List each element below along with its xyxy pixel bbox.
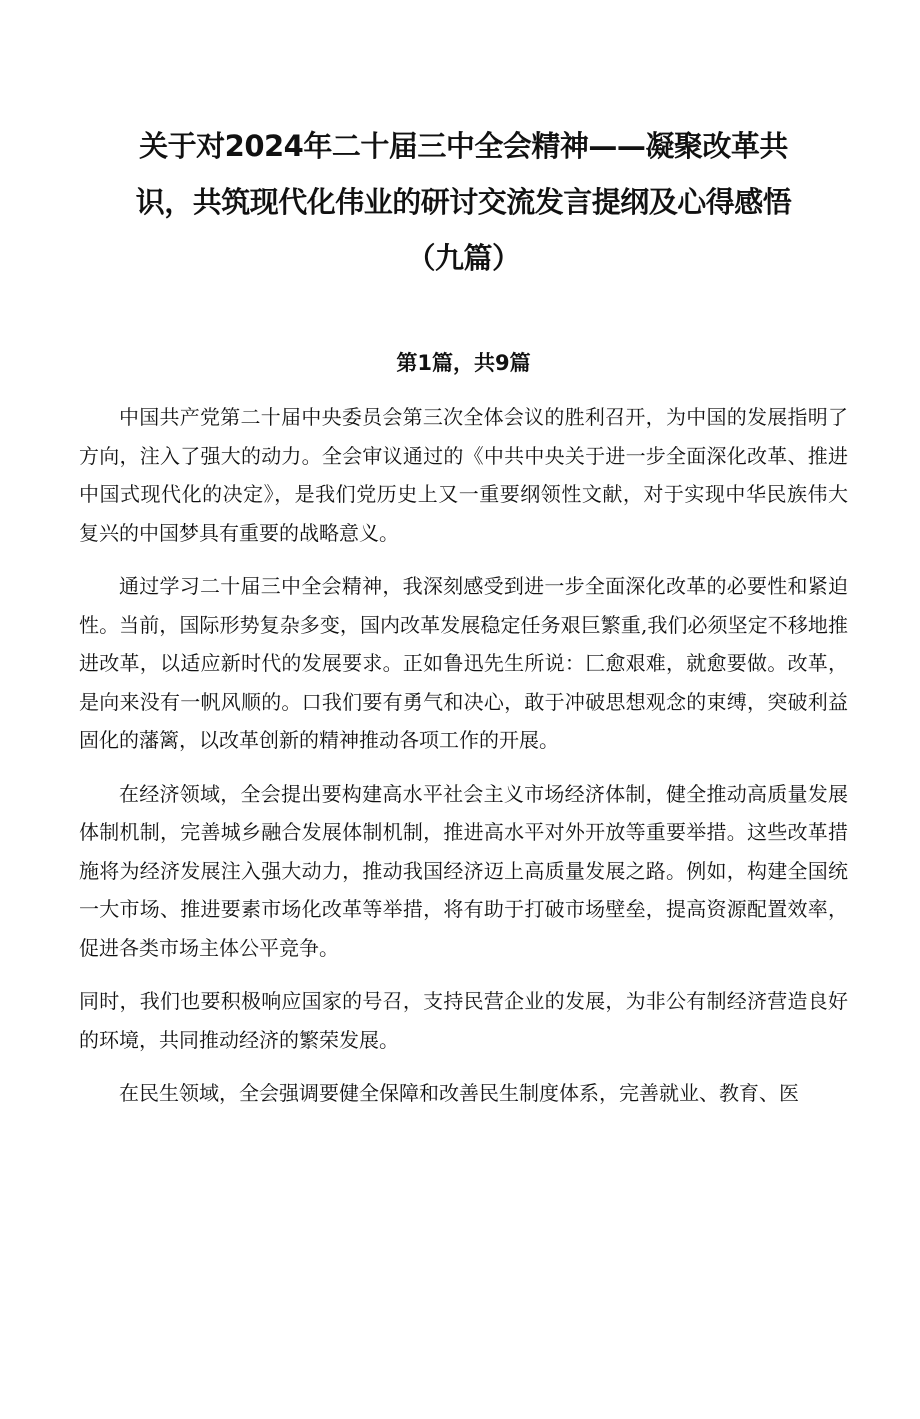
title-line-3: （九篇） [406, 241, 521, 275]
paragraph-3: 在经济领域，全会提出要构建高水平社会主义市场经济体制，健全推动高质量发展体制机制，完善城乡融合发展体制机制，推进高水平对外开放等重要举措。这些改革措施将为经济发展注入强大动力，推动我国经济迈上高质量发展之路。例如，构建全国统一大市场、推进要素市场化改革等举措，将有助于打破市场壁垒，提高资源配置效率，促进各类市场主体公平竞争。 [79, 781, 848, 960]
document-page [0, 118, 920, 1419]
paragraph-2: 通过学习二十届三中全会精神，我深刻感受到进一步全面深化改革的必要性和紧迫性。当前，国际形势复杂多变，国内改革发展稳定任务艰巨繁重,我们必须坚定不移地推进改革，以适应新时代的发展要求。正如鲁迅先生所说：匚愈艰难，就愈要做。改革，是向来没有一帆风顺的。口我们要有勇气和决心，敢于冲破思想观念的束缚，突破利益固化的藩篱，以改革创新的精神推动各项工作的开展。 [79, 574, 848, 752]
title-line-2: 识，共筑现代化伟业的研讨交流发言提纲及心得感悟 [135, 185, 792, 219]
section-heading: 第1篇，共9篇 [396, 351, 531, 375]
paragraph-1: 中国共产党第二十届中央委员会第三次全体会议的胜利召开，为中国的发展指明了方向，注入了强大的动力。全会审议通过的《中共中央关于进一步全面深化改革、推进中国式现代化的决定》，是我们党历史上又一重要纲领性文献，对于实现中华民族伟大复兴的中国梦具有重要的战略意义。 [79, 405, 848, 545]
paragraph-5: 在民生领域，全会强调要健全保障和改善民生制度体系，完善就业、教育、医 [119, 1081, 799, 1105]
paragraph-4: 同时，我们也要积极响应国家的号召，支持民营企业的发展，为非公有制经济营造良好的环境，共同推动经济的繁荣发展。 [79, 989, 848, 1052]
document-body [79, 398, 848, 1113]
title-line-1: 关于对2024年二十届三中全会精神——凝聚改革共 [139, 129, 788, 163]
document-title [79, 118, 848, 286]
